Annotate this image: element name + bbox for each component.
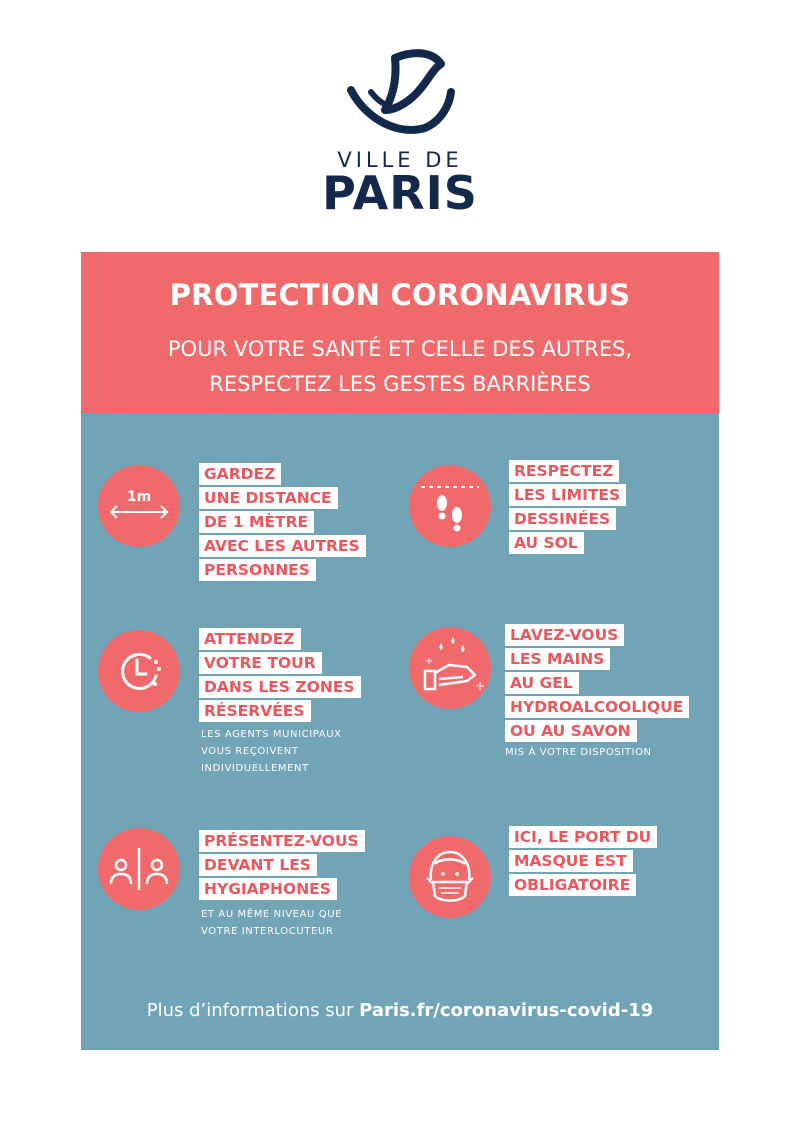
poster-subtitle — [81, 332, 719, 402]
rule-line: RÉSERVÉES — [199, 700, 311, 722]
poster-panel — [81, 252, 719, 1050]
rule-line: LAVEZ-VOUS — [505, 624, 624, 646]
rule-floor-limits-label — [509, 460, 626, 556]
rule-line: GARDEZ — [199, 463, 281, 485]
rule-line: OU AU SAVON — [505, 720, 637, 742]
rule-line: PERSONNES — [199, 559, 316, 581]
rule-line: LES LIMITES — [509, 484, 626, 506]
hygiaphone-icon — [98, 828, 180, 910]
logo-line2: PARIS — [322, 166, 478, 220]
distance-label: 1m — [126, 489, 152, 505]
note-line: VOUS REÇOIVENT — [201, 746, 299, 757]
note-line: INDIVIDUELLEMENT — [201, 763, 309, 774]
subtitle-line: POUR VOTRE SANTÉ ET CELLE DES AUTRES, — [167, 337, 633, 361]
rule-line: ATTENDEZ — [199, 628, 301, 650]
footprints-icon — [409, 465, 491, 547]
subtitle-line: RESPECTEZ LES GESTES BARRIÈRES — [209, 372, 591, 396]
rule-wash-hands-label — [505, 624, 689, 744]
rule-line: VOTRE TOUR — [199, 652, 322, 674]
footer-link[interactable]: Paris.fr/coronavirus-covid-19 — [359, 1000, 654, 1021]
rule-line: DESSINÉES — [509, 508, 616, 530]
rule-line: PRÉSENTEZ-VOUS — [199, 830, 365, 852]
distance-1m-icon — [98, 465, 180, 547]
svg-text:+: + — [475, 679, 486, 693]
rule-line: HYGIAPHONES — [199, 878, 337, 900]
note-line: MIS À VOTRE DISPOSITION — [505, 747, 652, 758]
rule-line: AU SOL — [509, 532, 584, 554]
rule-line: ICI, LE PORT DU — [509, 826, 657, 848]
wash-hands-icon — [409, 627, 491, 709]
rule-line: AVEC LES AUTRES — [199, 535, 366, 557]
svg-text:+: + — [425, 656, 434, 667]
note-line: ET AU MÊME NIVEAU QUE — [201, 909, 343, 920]
rule-line: DE 1 MÈTRE — [199, 511, 314, 533]
poster-title: PROTECTION CORONAVIRUS — [169, 278, 631, 312]
rule-line: HYDROALCOOLIQUE — [505, 696, 689, 718]
footer-prefix: Plus d’informations sur — [146, 1000, 360, 1021]
ville-de-paris-logo — [0, 48, 800, 220]
note-line: LES AGENTS MUNICIPAUX — [201, 729, 342, 740]
rule-distance-label — [199, 463, 366, 583]
poster-header — [81, 252, 719, 413]
note-line: VOTRE INTERLOCUTEUR — [201, 926, 334, 937]
rule-mask-label — [509, 826, 657, 898]
rule-line: AU GEL — [505, 672, 579, 694]
poster-footer — [81, 1000, 719, 1021]
rule-hygiaphone-note — [201, 906, 342, 940]
rule-wait-turn-label — [199, 628, 361, 724]
rule-line: OBLIGATOIRE — [509, 874, 636, 896]
rule-wash-hands-note — [505, 744, 652, 761]
rule-line: DEVANT LES — [199, 854, 317, 876]
logo-line1: VILLE DE — [337, 148, 463, 172]
rule-line: DANS LES ZONES — [199, 676, 361, 698]
rule-wait-turn-note — [201, 726, 342, 777]
paris-boat-logo-icon — [345, 48, 455, 140]
rule-hygiaphone-label — [199, 830, 365, 902]
rule-line: RESPECTEZ — [509, 460, 619, 482]
rule-line: LES MAINS — [505, 648, 610, 670]
rule-line: UNE DISTANCE — [199, 487, 338, 509]
face-mask-icon — [409, 836, 491, 918]
rule-line: MASQUE EST — [509, 850, 633, 872]
clock-icon — [98, 630, 180, 712]
